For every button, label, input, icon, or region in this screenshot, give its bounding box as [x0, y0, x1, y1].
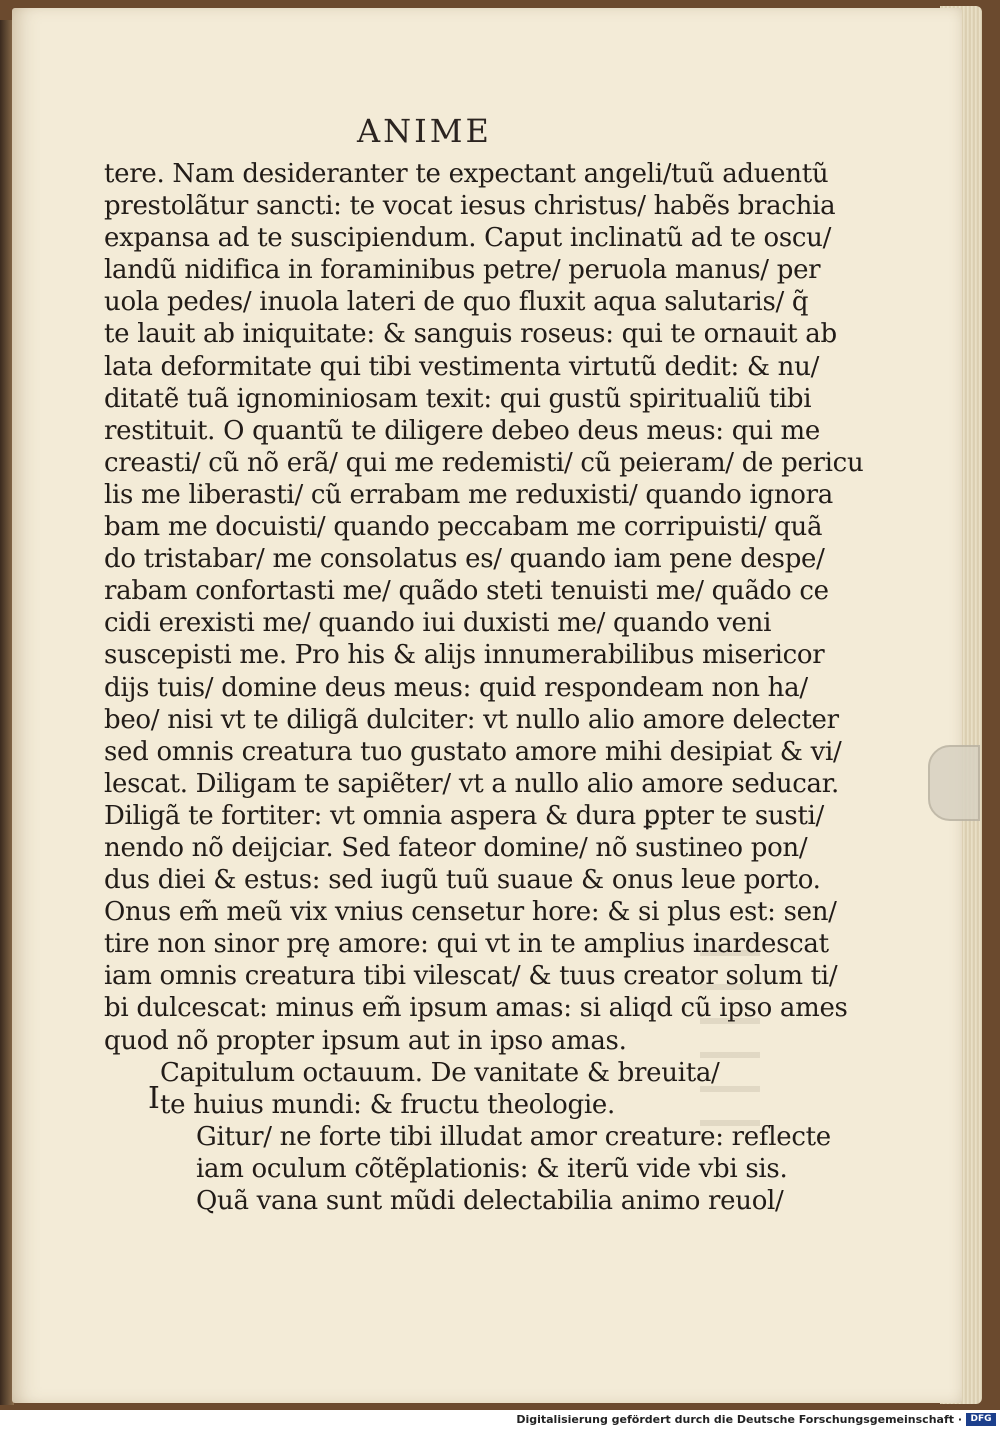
text-line: cidi erexisti me/ quando iui duxisti me/ quando veni	[104, 608, 772, 639]
text-line: lis me liberasti/ cũ errabam me reduxisti/ quando ignora	[104, 479, 833, 510]
text-line: quod nõ propter ipsum aut in ipso amas.	[104, 1025, 627, 1056]
text-line: prestolãtur sancti: te vocat iesus christus/ habẽs brachia	[104, 191, 836, 222]
text-line: uola pedes/ inuola lateri de quo fluxit aqua salutaris/ q̃	[104, 287, 809, 318]
text-line: do tristabar/ me consolatus es/ quando iam pene despe/	[104, 544, 825, 575]
text-line: rabam confortasti me/ quãdo steti tenuisti me/ quãdo ce	[104, 576, 829, 607]
text-line: Gitur/ ne forte tibi illudat amor creature: reflecte	[196, 1121, 831, 1152]
text-line: creasti/ cũ nõ erã/ qui me redemisti/ cũ peieram/ de pericu	[104, 447, 864, 478]
text-line: nendo nõ deijciar. Sed fateor domine/ nõ sustineo pon/	[104, 832, 808, 863]
text-line: bam me docuisti/ quando peccabam me corripuisti/ quã	[104, 512, 823, 543]
text-line: te lauit ab iniquitate: & sanguis roseus: qui te ornauit ab	[104, 319, 837, 350]
text-line: tere. Nam desideranter te expectant angeli/tuũ aduentũ	[104, 159, 829, 189]
chapter-heading-line: te huius mundi: & fructu theologie.	[160, 1089, 615, 1120]
text-line: beo/ nisi vt te diligã dulciter: vt nullo alio amore delecter	[104, 704, 839, 735]
text-line: expansa ad te suscipiendum. Caput inclinatũ ad te oscu/	[104, 223, 832, 254]
text-line: Diligã te fortiter: vt omnia aspera & dura ꝑpter te susti/	[104, 800, 824, 831]
text-line: iam omnis creatura tibi vilescat/ & tuus creator solum ti/	[104, 961, 838, 992]
text-line: tire non sinor prę amore: qui vt in te amplius inardescat	[104, 929, 829, 960]
text-line: suscepisti me. Pro his & alijs innumerabilibus misericor	[104, 640, 825, 671]
footer-bar	[0, 1410, 1000, 1429]
dfg-logo: DFG	[966, 1413, 996, 1426]
text-line: lata deformitate qui tibi vestimenta virtutũ dedit: & nu/	[104, 351, 820, 382]
chapter-heading-line: Capitulum octauum. De vanitate & breuita/	[160, 1057, 720, 1088]
text-line: restituit. O quantũ te diligere debeo deus meus: qui me	[104, 415, 820, 446]
text-line: sed omnis creatura tuo gustato amore mihi desipiat & vi/	[104, 736, 842, 767]
text-block	[104, 158, 864, 1217]
text-line: dus diei & estus: sed iugũ tuũ suaue & onus leue porto.	[104, 865, 821, 896]
text-line: bi dulcescat: minus em̃ ipsum amas: si aliqd cũ ipso ames	[104, 993, 848, 1024]
text-line: landũ nidifica in foraminibus petre/ peruola manus/ per	[104, 255, 821, 286]
page-header: ANIME	[357, 112, 492, 150]
text-line: iam oculum cõtẽplationis: & iterũ vide vbi sis.	[196, 1153, 788, 1184]
text-line: ditatẽ tuã ignominiosam texit: qui gustũ spiritualiũ tibi	[104, 383, 812, 414]
initial-guide-letter: I	[148, 1081, 160, 1116]
text-line: Quã vana sunt mũdi delectabilia animo reuol/	[196, 1186, 784, 1216]
clip-tab	[928, 745, 980, 821]
text-line: dijs tuis/ domine deus meus: quid respondeam non ha/	[104, 672, 808, 703]
text-line: lescat. Diligam te sapiẽter/ vt a nullo alio amore seducar.	[104, 768, 839, 799]
funding-credit: Digitalisierung gefördert durch die Deutsche Forschungsgemeinschaft ·	[516, 1413, 962, 1426]
text-line: Onus em̃ meũ vix vnius censetur hore: & si plus est: sen/	[104, 897, 837, 928]
